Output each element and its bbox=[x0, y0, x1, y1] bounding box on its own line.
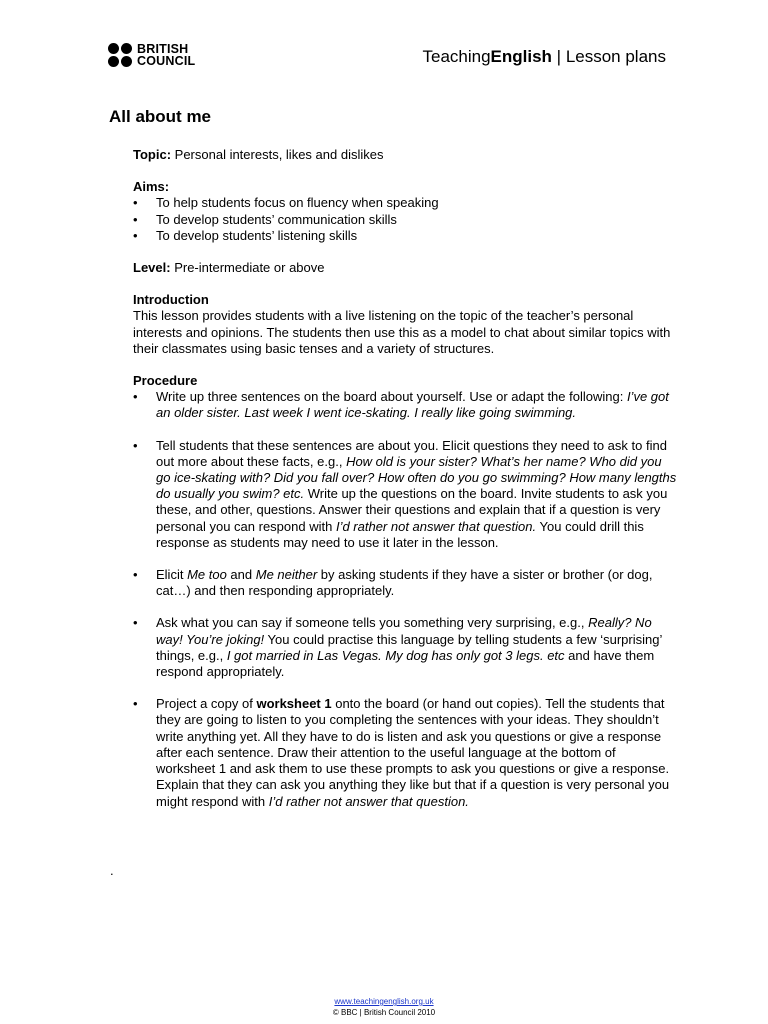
step-example: Me neither bbox=[255, 567, 318, 583]
step-text: and bbox=[226, 567, 256, 583]
procedure-step bbox=[133, 438, 678, 551]
brand-teaching: Teaching bbox=[422, 47, 491, 66]
step-example: I’d rather not answer that question. bbox=[268, 793, 469, 809]
introduction-heading: Introduction bbox=[133, 292, 209, 308]
step-text: You could practise this language by telling students a few ‘surprising’ things, e.g., bbox=[156, 631, 662, 663]
introduction-text: This lesson provides students with a live listening on the topic of the teacher’s personal interests and opinions. The students then use this as a model to chat about similar topics with their classmates using basic tenses and a variety of structures. bbox=[133, 308, 671, 356]
page-title: All about me bbox=[109, 107, 212, 126]
step-text: Tell students that these sentences are about you. Elicit questions they need to ask to find out more about these facts, e.g., bbox=[156, 437, 667, 469]
step-text: Project a copy of bbox=[156, 696, 257, 712]
topic-value: Personal interests, likes and dislikes bbox=[171, 147, 384, 162]
level-label: Level: bbox=[133, 260, 171, 276]
level-value: Pre-intermediate or above bbox=[170, 260, 325, 276]
topic-line bbox=[133, 147, 678, 163]
step-example: I’d rather not answer that question. bbox=[335, 518, 537, 534]
step-example: I’ve got an older sister. Last week I went ice-skating. I really like going swimming. bbox=[156, 389, 669, 421]
procedure-step bbox=[133, 615, 678, 680]
step-text: by asking students if they have a sister or brother (or dog, cat…) and then responding appropriately. bbox=[156, 567, 653, 599]
procedure-step bbox=[133, 389, 678, 421]
logo-wordmark bbox=[137, 43, 195, 67]
logo-line-1: BRITISH bbox=[137, 42, 189, 56]
step-text: Ask what you can say if someone tells you something very surprising, e.g., bbox=[156, 615, 589, 631]
aims-heading: Aims: bbox=[133, 179, 170, 195]
logo-line-2: COUNCIL bbox=[137, 54, 196, 68]
aims-item: • To develop students’ listening skills bbox=[133, 228, 678, 244]
footer bbox=[0, 996, 768, 1018]
procedure-heading: Procedure bbox=[133, 373, 198, 389]
aims-list bbox=[133, 195, 678, 244]
british-council-logo bbox=[108, 43, 195, 67]
level-line bbox=[133, 260, 678, 276]
procedure-step bbox=[133, 696, 678, 809]
brand-suffix: | Lesson plans bbox=[551, 47, 666, 66]
header-brand bbox=[422, 47, 666, 67]
brand-english: English bbox=[490, 47, 552, 66]
procedure-list bbox=[133, 389, 678, 809]
step-example: How old is your sister? What’s her name? Who did you go ice-skating with? Did you fall over? How often do you go swimming? How many lengths do usually you swim? etc. bbox=[156, 453, 677, 502]
aims-item: • To help students focus on fluency when speaking bbox=[133, 195, 678, 211]
aims-item: • To develop students’ communication skills bbox=[133, 212, 678, 228]
lesson-content bbox=[133, 147, 678, 826]
stray-mark: . bbox=[110, 863, 114, 878]
british-council-dots-icon bbox=[108, 43, 132, 67]
step-text: Write up the questions on the board. Invite students to ask you these, and other, questions. Answer their questions and explain that if a question is very personal you can respond with bbox=[156, 486, 668, 534]
footer-link[interactable]: www.teachingenglish.org.uk bbox=[334, 997, 434, 1006]
procedure-step bbox=[133, 567, 678, 599]
step-example: Really? No way! You’re joking! bbox=[156, 615, 652, 647]
step-example: Me too bbox=[187, 567, 227, 583]
step-text: Write up three sentences on the board about yourself. Use or adapt the following: bbox=[156, 389, 627, 405]
step-example: I got married in Las Vegas. My dog has only got 3 legs. etc bbox=[226, 647, 565, 663]
step-worksheet: worksheet 1 bbox=[256, 696, 332, 712]
footer-copyright: © BBC | British Council 2010 bbox=[332, 1008, 436, 1017]
topic-label: Topic: bbox=[133, 147, 172, 162]
step-text: You could drill this response as students may need to use it later in the lesson. bbox=[156, 518, 644, 550]
step-text: and have them respond appropriately. bbox=[156, 647, 655, 680]
step-text: Elicit bbox=[156, 567, 188, 583]
step-text: onto the board (or hand out copies). Tell the students that they are going to listen to you completing the sentences with your ideas. They shouldn’t write anything yet. All they have to do is listen and ask you questions or give a response after each sentence. Draw their attention to the useful language at the bottom of worksheet 1 and ask them to use these prompts to ask you questions or give a response. Explain that they can ask you anything they like but that if a question is very personal you might respond with bbox=[156, 696, 670, 809]
